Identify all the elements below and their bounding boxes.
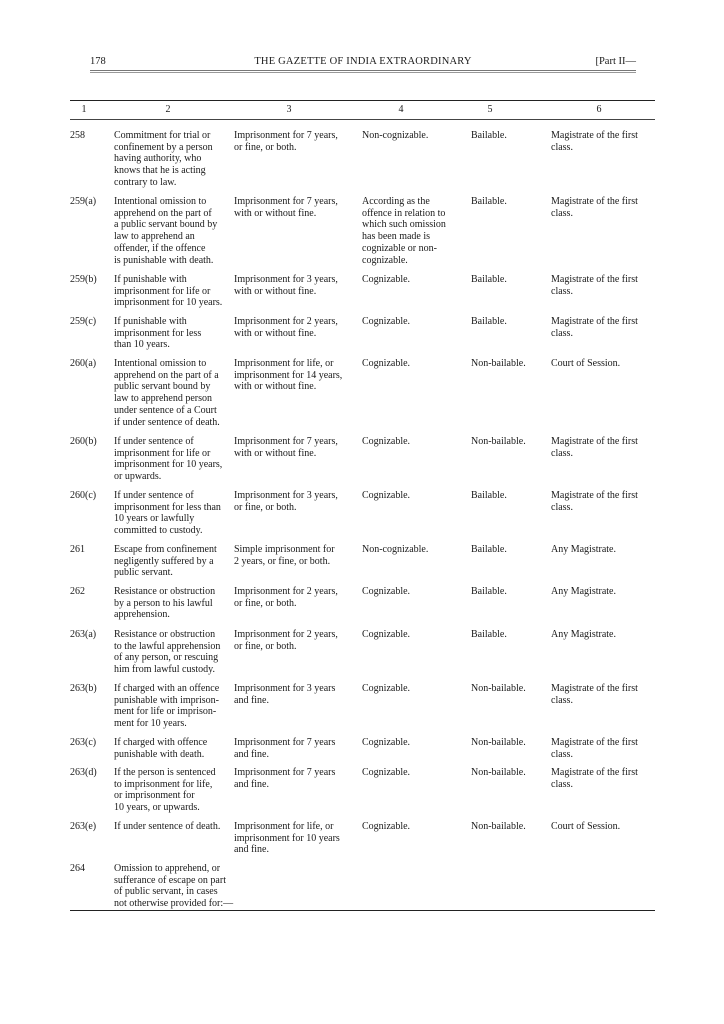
cognizance-cell: Cognizable. bbox=[362, 629, 411, 640]
header-double-rule bbox=[90, 70, 636, 73]
court-cell: Magistrate of the first class. bbox=[551, 683, 638, 706]
section-cell: 263(c) bbox=[70, 737, 97, 748]
court-cell: Magistrate of the first class. bbox=[551, 130, 638, 153]
offence-cell: Commitment for trial or confinement by a person having authority, who knows that he is acting contrary to law. bbox=[114, 130, 213, 188]
column-header-4: 4 bbox=[398, 104, 404, 115]
section-cell: 263(e) bbox=[70, 821, 97, 832]
offence-cell: Omission to apprehend, or sufferance of escape on part of public servant, in cases not otherwise provided for:— bbox=[114, 863, 234, 910]
punishment-cell: Imprisonment for 7 years, with or without fine. bbox=[234, 436, 338, 459]
offence-cell: If charged with offence punishable with death. bbox=[114, 737, 208, 760]
bail-cell: Bailable. bbox=[471, 586, 507, 597]
table-top-rule bbox=[70, 100, 655, 101]
court-cell: Magistrate of the first class. bbox=[551, 436, 638, 459]
section-cell: 259(b) bbox=[70, 274, 97, 285]
court-cell: Magistrate of the first class. bbox=[551, 196, 638, 219]
court-cell: Magistrate of the first class. bbox=[551, 490, 638, 513]
offence-cell: Intentional omission to apprehend on the part of a public servant bound by law to apprehend an offender, if the offence is punishable with death. bbox=[114, 196, 218, 266]
bail-cell: Bailable. bbox=[471, 544, 507, 555]
court-cell: Magistrate of the first class. bbox=[551, 274, 638, 297]
cognizance-cell: Non-cognizable. bbox=[362, 130, 429, 141]
section-cell: 258 bbox=[70, 130, 85, 141]
punishment-cell: Imprisonment for life, or imprisonment for 10 years and fine. bbox=[234, 821, 340, 856]
column-header-1: 1 bbox=[81, 104, 87, 115]
part-label: [Part II— bbox=[595, 56, 636, 67]
court-cell: Court of Session. bbox=[551, 358, 621, 369]
column-header-3: 3 bbox=[286, 104, 292, 115]
bail-cell: Bailable. bbox=[471, 629, 507, 640]
section-cell: 262 bbox=[70, 586, 85, 597]
cognizance-cell: Non-cognizable. bbox=[362, 544, 429, 555]
section-cell: 260(c) bbox=[70, 490, 97, 501]
punishment-cell: Imprisonment for 7 years and fine. bbox=[234, 767, 336, 790]
offence-cell: If under sentence of imprisonment for life or imprisonment for 10 years, or upwards. bbox=[114, 436, 223, 483]
court-cell: Any Magistrate. bbox=[551, 629, 616, 640]
cognizance-cell: According as the offence in relation to which such omission has been made is cognizable or non- cognizable. bbox=[362, 196, 446, 266]
column-header-2: 2 bbox=[165, 104, 171, 115]
cognizance-cell: Cognizable. bbox=[362, 683, 411, 694]
offence-cell: If punishable with imprisonment for life or imprisonment for 10 years. bbox=[114, 274, 223, 309]
column-header-5: 5 bbox=[487, 104, 493, 115]
court-cell: Court of Session. bbox=[551, 821, 621, 832]
offence-cell: If charged with an offence punishable with imprison- ment for life or imprison- ment for 10 years. bbox=[114, 683, 220, 730]
punishment-cell: Imprisonment for 3 years and fine. bbox=[234, 683, 336, 706]
cognizance-cell: Cognizable. bbox=[362, 316, 411, 327]
cognizance-cell: Cognizable. bbox=[362, 436, 411, 447]
bail-cell: Bailable. bbox=[471, 490, 507, 501]
section-cell: 264 bbox=[70, 863, 85, 874]
cognizance-cell: Cognizable. bbox=[362, 490, 411, 501]
section-cell: 260(a) bbox=[70, 358, 97, 369]
cognizance-cell: Cognizable. bbox=[362, 586, 411, 597]
cognizance-cell: Cognizable. bbox=[362, 767, 411, 778]
bail-cell: Non-bailable. bbox=[471, 737, 526, 748]
punishment-cell: Imprisonment for 3 years, or fine, or both. bbox=[234, 490, 338, 513]
table-header-rule bbox=[70, 119, 655, 120]
punishment-cell: Imprisonment for 2 years, with or without fine. bbox=[234, 316, 338, 339]
bail-cell: Non-bailable. bbox=[471, 358, 526, 369]
offence-cell: Escape from confinement negligently suffered by a public servant. bbox=[114, 544, 217, 579]
court-cell: Magistrate of the first class. bbox=[551, 767, 638, 790]
bail-cell: Non-bailable. bbox=[471, 821, 526, 832]
bail-cell: Non-bailable. bbox=[471, 436, 526, 447]
column-header-row bbox=[70, 104, 655, 118]
bail-cell: Non-bailable. bbox=[471, 767, 526, 778]
bail-cell: Non-bailable. bbox=[471, 683, 526, 694]
punishment-cell: Imprisonment for 2 years, or fine, or both. bbox=[234, 586, 338, 609]
bail-cell: Bailable. bbox=[471, 196, 507, 207]
punishment-cell: Imprisonment for 7 years, or fine, or both. bbox=[234, 130, 338, 153]
bail-cell: Bailable. bbox=[471, 316, 507, 327]
section-cell: 263(b) bbox=[70, 683, 97, 694]
gazette-title: THE GAZETTE OF INDIA EXTRAORDINARY bbox=[254, 56, 472, 67]
section-cell: 259(c) bbox=[70, 316, 97, 327]
bail-cell: Bailable. bbox=[471, 274, 507, 285]
court-cell: Any Magistrate. bbox=[551, 544, 616, 555]
offence-cell: If the person is sentenced to imprisonment for life, or imprisonment for 10 years, or upwards. bbox=[114, 767, 216, 814]
section-cell: 261 bbox=[70, 544, 85, 555]
section-cell: 263(a) bbox=[70, 629, 97, 640]
section-cell: 260(b) bbox=[70, 436, 97, 447]
cognizance-cell: Cognizable. bbox=[362, 737, 411, 748]
offence-cell: Resistance or obstruction to the lawful apprehension of any person, or rescuing him from lawful custody. bbox=[114, 629, 221, 676]
offence-cell: If under sentence of imprisonment for less than 10 years or lawfully committed to custody. bbox=[114, 490, 221, 537]
offence-cell: If under sentence of death. bbox=[114, 821, 221, 832]
offence-cell: If punishable with imprisonment for less than 10 years. bbox=[114, 316, 202, 351]
punishment-cell: Simple imprisonment for 2 years, or fine, or both. bbox=[234, 544, 335, 567]
offence-cell: Resistance or obstruction by a person to his lawful apprehension. bbox=[114, 586, 216, 621]
section-cell: 259(a) bbox=[70, 196, 97, 207]
table-bottom-rule bbox=[70, 910, 655, 911]
punishment-cell: Imprisonment for 7 years, with or without fine. bbox=[234, 196, 338, 219]
court-cell: Magistrate of the first class. bbox=[551, 316, 638, 339]
court-cell: Magistrate of the first class. bbox=[551, 737, 638, 760]
punishment-cell: Imprisonment for life, or imprisonment for 14 years, with or without fine. bbox=[234, 358, 343, 393]
court-cell: Any Magistrate. bbox=[551, 586, 616, 597]
punishment-cell: Imprisonment for 2 years, or fine, or both. bbox=[234, 629, 338, 652]
section-cell: 263(d) bbox=[70, 767, 97, 778]
punishment-cell: Imprisonment for 3 years, with or without fine. bbox=[234, 274, 338, 297]
punishment-cell: Imprisonment for 7 years and fine. bbox=[234, 737, 336, 760]
bail-cell: Bailable. bbox=[471, 130, 507, 141]
page-number: 178 bbox=[90, 56, 106, 67]
cognizance-cell: Cognizable. bbox=[362, 821, 411, 832]
cognizance-cell: Cognizable. bbox=[362, 358, 411, 369]
offence-cell: Intentional omission to apprehend on the part of a public servant bound by law to apprehend person under sentence of a Court if under sentence of death. bbox=[114, 358, 220, 428]
cognizance-cell: Cognizable. bbox=[362, 274, 411, 285]
column-header-6: 6 bbox=[596, 104, 602, 115]
